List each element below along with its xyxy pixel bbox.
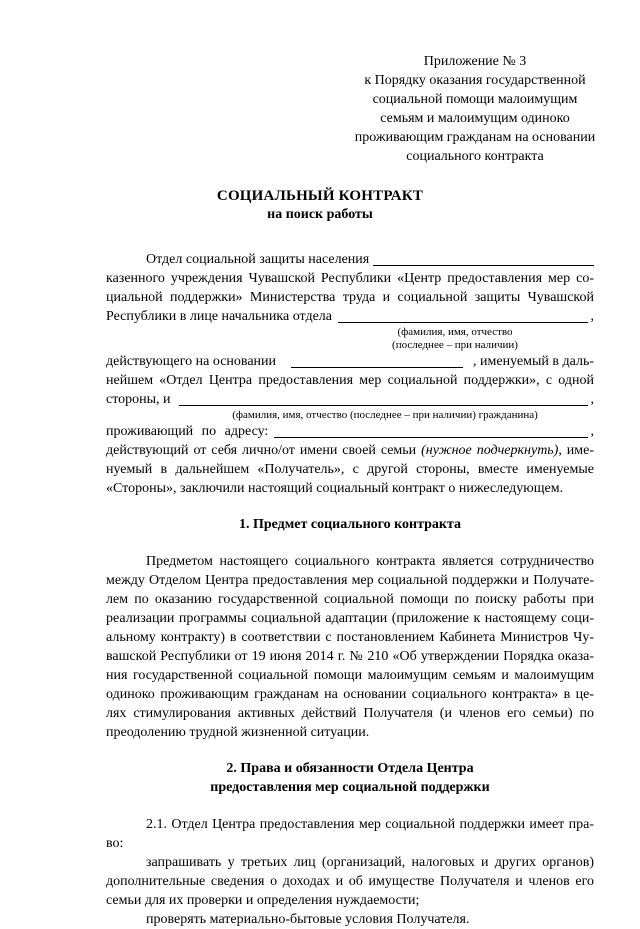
appendix-line: семьям и малоимущим одиноко [380, 111, 570, 126]
basis-text: действующего на основании [106, 354, 277, 369]
title-main: СОЦИАЛЬНЫЙ КОНТРАКТ [216, 188, 424, 204]
blank-line [291, 354, 463, 368]
basis-text: , именуемый в даль- [473, 354, 594, 369]
section-2-line: во: [106, 836, 124, 851]
section-2-line: дополнительные сведения о доходах и об имуществе Получателя и членов его [106, 874, 594, 889]
section-1-line: лем по оказанию государственной социальной помощи по поиску работы при [106, 592, 594, 607]
appendix-line: проживающим гражданам на основании [354, 130, 596, 145]
appendix-line: социального контракта [406, 149, 544, 164]
section-1-line: Предметом настоящего социального контракта является сотрудничество [146, 554, 594, 569]
blank-line [179, 392, 588, 406]
basis-line-3: стороны, и , [106, 392, 594, 407]
field-note: (фамилия, имя, отчество (последнее – при наличии) гражданина) [232, 409, 538, 421]
appendix-block [340, 52, 610, 166]
address-text: проживающий по адресу: [106, 424, 269, 439]
acting-line-1 [106, 441, 594, 460]
section-2-line: проверять материально-бытовые условия Получателя. [146, 912, 470, 927]
section-2-line: семьи для их проверки и определения нуждаемости; [106, 893, 420, 908]
appendix-line: Приложение № 3 [423, 54, 527, 69]
intro-line-4: Республики в лице начальника отдела , [106, 309, 594, 324]
intro-text: Республики в лице начальника отдела [106, 309, 332, 324]
acting-text: , име- [558, 443, 595, 458]
section-1-heading: 1. Предмет социального контракта [238, 517, 462, 532]
acting-line-2: нуемый в дальнейшем «Получатель», с другой стороны, вместе именуемые [106, 462, 594, 477]
section-2-line: 2.1. Отдел Центра предоставления мер социальной поддержки имеет пра- [146, 817, 594, 832]
section-2-heading-line: предоставления мер социальной поддержки [210, 780, 490, 795]
note-text: (фамилия, имя, отчество [397, 326, 513, 338]
document-title [0, 186, 640, 224]
acting-line-3: «Стороны», заключили настоящий социальный контракт о нижеследующем. [106, 481, 564, 496]
address-line: проживающий по адресу: , [106, 424, 594, 439]
section-2-line: запрашивать у третьих лиц (организаций, налоговых и других органов) [146, 855, 594, 870]
title-sub: на поиск работы [267, 207, 373, 222]
section-2-heading-line: 2. Права и обязанности Отдела Центра [226, 761, 474, 776]
document-body [106, 250, 594, 929]
intro-line-1 [106, 250, 594, 269]
section-2-heading [106, 759, 594, 797]
section-1-line: вашской Республики от 19 июня 2014 г. № 210 «Об утверждении Порядка оказа- [106, 649, 594, 664]
intro-text: Отдел социальной защиты населения [146, 252, 370, 267]
blank-line [338, 309, 588, 323]
acting-note: (нужное подчеркнуть) [421, 443, 559, 458]
basis-text: стороны, и [106, 392, 171, 407]
section-1-line: реализации программы социальной адаптации (приложение к настоящему соци- [106, 611, 594, 626]
section-1-line: преодолению трудной жизненной ситуации. [106, 725, 370, 740]
note-text: (последнее – при наличии) [392, 339, 518, 351]
section-1-line: одиноко проживающим гражданам на основании социального контракта» в це- [106, 687, 594, 702]
intro-line-2: казенного учреждения Чувашской Республики «Центр предоставления мер со- [106, 271, 594, 286]
blank-line [373, 252, 594, 266]
section-1-line: альному контракту) в соответствии с постановлением Кабинета Министров Чу- [106, 630, 594, 645]
appendix-line: социальной помощи малоимущим [372, 92, 578, 107]
acting-text: действующий от себя лично/от имени своей семьи [106, 443, 422, 458]
basis-line-2: нейшем «Отдел Центра предоставления мер социальной поддержки», с одной [106, 373, 594, 388]
section-1-line: лях стимулирования активных действий Получателя (и членов его семьи) по [106, 706, 594, 721]
field-note [106, 326, 594, 352]
appendix-line: к Порядку оказания государственной [364, 73, 586, 88]
section-1-line: между Отделом Центра предоставления мер социальной поддержки и Получате- [106, 573, 594, 588]
intro-line-3: циальной поддержки» Министерства труда и социальной защиты Чувашской [106, 290, 594, 305]
section-1-line: ния государственной социальной помощи малоимущим семьям и малоимущим [106, 668, 594, 683]
basis-line-1 [106, 352, 594, 371]
blank-line [274, 424, 588, 438]
